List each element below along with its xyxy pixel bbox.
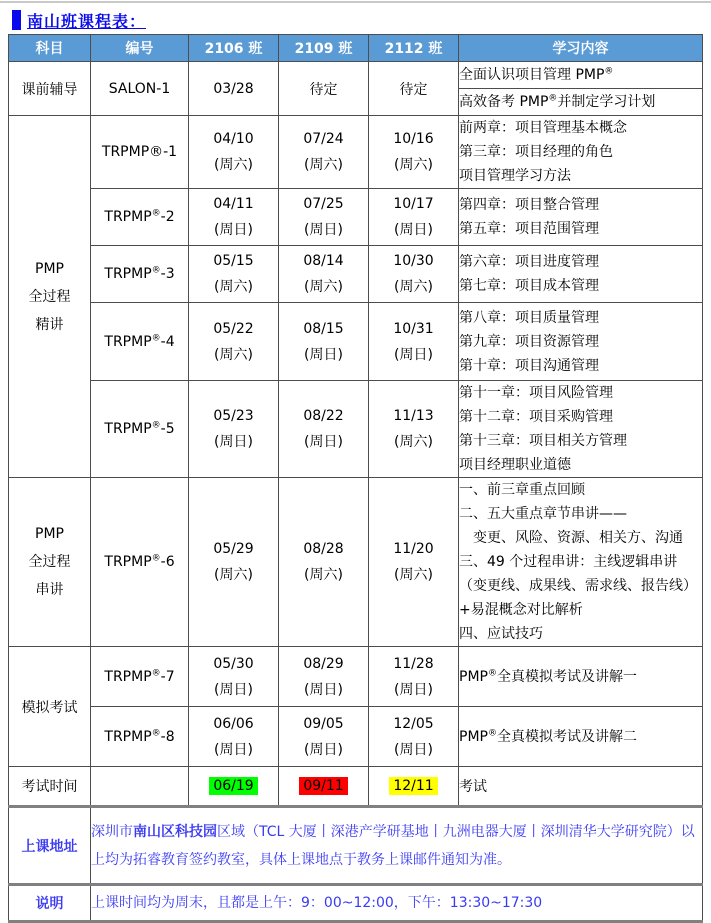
text-line: 07/25 — [303, 196, 344, 212]
date-cell — [369, 707, 459, 767]
date-cell — [189, 189, 279, 246]
date-cell: 待定 — [369, 62, 459, 116]
date-cell — [279, 116, 369, 189]
date-cell — [189, 246, 279, 303]
column-header: 2106 班 — [189, 35, 279, 62]
table-row — [9, 303, 703, 381]
text-line: 04/11 — [213, 196, 254, 212]
page-title-text: 南山班课程表： — [27, 11, 147, 31]
text-line: (周日) — [304, 434, 343, 450]
text-line: 第十三章：项目相关方管理 — [459, 433, 627, 449]
subject-cell: 课前辅导 — [9, 62, 91, 116]
registered-trademark-sup: ® — [151, 208, 161, 219]
text-line: (周六) — [394, 279, 433, 295]
text-line: (周日) — [214, 741, 253, 758]
content-cell — [459, 478, 703, 647]
footer-content-cell — [91, 807, 703, 885]
registered-trademark-sup: ® — [151, 727, 161, 738]
code-cell: TRPMP®-7 — [91, 647, 189, 707]
text-line: 07/24 — [303, 131, 344, 147]
exam-date-cell — [279, 767, 369, 807]
code-cell: TRPMP®-6 — [91, 478, 189, 647]
text-line: (周日) — [304, 346, 343, 363]
subject-cell — [9, 116, 91, 478]
footer-text-segment: 深圳市 — [91, 823, 133, 840]
footer-content-cell — [91, 885, 703, 922]
text-line: (周日) — [214, 434, 253, 450]
text-line: 05/23 — [213, 408, 254, 424]
page-top-rule — [0, 1, 711, 3]
date-cell: 03/28 — [189, 62, 279, 116]
subject-cell — [9, 478, 91, 647]
code-cell: TRPMP®-8 — [91, 707, 189, 767]
column-header: 编号 — [91, 35, 189, 62]
text-line: (周六) — [394, 434, 433, 450]
exam-date-highlight: 06/19 — [209, 777, 257, 795]
registered-trademark-sup: ® — [151, 667, 161, 678]
text-line: 全过程 — [28, 288, 71, 305]
date-cell — [369, 478, 459, 647]
date-cell — [369, 303, 459, 381]
text-line: 10/30 — [393, 253, 434, 269]
text-line: 变更、风险、资源、相关方、沟通 — [473, 530, 683, 546]
text-line: (周六) — [394, 157, 433, 173]
table-row — [9, 116, 703, 189]
text-line: PMP — [35, 260, 64, 277]
text-line: (周六) — [304, 157, 343, 173]
text-line: (周六) — [304, 279, 343, 295]
content-cell: 考试 — [459, 767, 703, 807]
code-cell: TRPMP®-2 — [91, 189, 189, 246]
exam-date-cell — [189, 767, 279, 807]
text-line: (周日) — [214, 222, 253, 238]
date-cell — [279, 647, 369, 707]
text-line: 全过程 — [28, 554, 71, 570]
text-line: 08/14 — [303, 253, 344, 269]
code-cell — [91, 767, 189, 807]
date-cell — [369, 189, 459, 246]
footer-text-bold-segment: 南山区科技园 — [133, 823, 217, 840]
exam-date-highlight: 12/11 — [389, 777, 437, 795]
text-line: 10/16 — [393, 131, 434, 147]
registered-trademark-sup: ® — [487, 727, 497, 738]
registered-trademark-sup: ® — [151, 332, 161, 343]
text-line: 11/28 — [393, 655, 434, 672]
content-cell — [459, 89, 703, 116]
text-line: 前两章：项目管理基本概念 — [459, 120, 627, 136]
table-row — [9, 478, 703, 647]
text-line: 10/31 — [393, 320, 434, 337]
footer-text-segment: 区域（TCL 大厦丨深港产学研基地丨九洲电器大厦丨深圳清华大学研究院）以上均为拓睿教育签约教室，具体上课地点于教务上课邮件通知为准。 — [91, 823, 695, 868]
text-line: 11/13 — [393, 408, 434, 424]
text-line: 第十章：项目沟通管理 — [459, 357, 599, 374]
date-cell — [189, 707, 279, 767]
footer-label-cell: 上课地址 — [9, 807, 91, 885]
text-line: 项目管理学习方法 — [459, 168, 571, 184]
table-row — [9, 807, 703, 885]
code-cell: TRPMP®-3 — [91, 246, 189, 303]
text-line: 11/20 — [393, 541, 434, 557]
code-cell: TRPMP®-1 — [91, 116, 189, 189]
registered-trademark-sup: ® — [604, 66, 614, 77]
text-line: 第八章：项目质量管理 — [459, 309, 599, 326]
content-cell — [459, 62, 703, 89]
column-header: 学习内容 — [459, 35, 703, 62]
text-line: 05/15 — [213, 253, 254, 269]
text-line: 08/29 — [303, 655, 344, 672]
text-line: 第十二章：项目采购管理 — [459, 409, 613, 425]
text-line: (周六) — [214, 157, 253, 173]
code-cell: SALON-1 — [91, 62, 189, 116]
text-line: (周日) — [214, 681, 253, 698]
page-title — [12, 9, 711, 31]
footer-text-segment: 上课时间均为周末，且都是上午：9：00~12:00，下午：13:30~17:30 — [91, 895, 543, 911]
text-line: 第六章：项目进度管理 — [459, 254, 599, 270]
table-row — [9, 647, 703, 707]
text-line: 第三章：项目经理的角色 — [459, 144, 613, 160]
text-line: (周日) — [394, 741, 433, 758]
text-line: 第九章：项目资源管理 — [459, 333, 599, 350]
text-line: 三、49 个过程串讲：主线逻辑串讲（变更线、成果线、需求线、报告线）+易混概念对比解析 — [459, 554, 697, 618]
content-cell — [459, 647, 703, 707]
code-cell: TRPMP®-4 — [91, 303, 189, 381]
column-header: 科目 — [9, 35, 91, 62]
date-cell — [279, 246, 369, 303]
table-row — [9, 62, 703, 89]
exam-date-highlight: 09/11 — [299, 777, 347, 795]
text-line: 06/06 — [213, 715, 254, 732]
text-line: 09/05 — [303, 715, 344, 732]
registered-trademark-sup: ® — [151, 553, 161, 564]
text-line: 04/10 — [213, 131, 254, 147]
date-cell — [279, 707, 369, 767]
text-line: (周日) — [304, 222, 343, 238]
text-line: 全面认识项目管理 PMP® — [459, 66, 614, 83]
text-line: 08/28 — [303, 541, 344, 557]
content-cell — [459, 246, 703, 303]
text-line: 08/22 — [303, 408, 344, 424]
date-cell — [369, 647, 459, 707]
text-line: 第四章：项目整合管理 — [459, 197, 599, 213]
text-line: 第七章：项目成本管理 — [459, 278, 599, 294]
text-line: (周日) — [304, 741, 343, 758]
text-line: (周日) — [304, 681, 343, 698]
registered-trademark-sup: ® — [548, 93, 558, 104]
content-cell — [459, 303, 703, 381]
course-schedule-table — [8, 34, 703, 923]
text-line: 第五章：项目范围管理 — [459, 221, 599, 237]
date-cell — [189, 381, 279, 478]
title-accent-bar — [12, 10, 21, 30]
date-cell — [279, 381, 369, 478]
text-line: 一、前三章重点回顾 — [459, 482, 585, 498]
footer-label-cell: 说明 — [9, 885, 91, 922]
text-line: (周日) — [394, 346, 433, 363]
content-cell — [459, 381, 703, 478]
table-row — [9, 885, 703, 922]
date-cell — [369, 246, 459, 303]
exam-date-cell — [369, 767, 459, 807]
code-cell: TRPMP®-5 — [91, 381, 189, 478]
date-cell: 待定 — [279, 62, 369, 116]
registered-trademark-sup: ® — [151, 265, 161, 276]
text-line: 05/22 — [213, 320, 254, 337]
text-line: 05/30 — [213, 655, 254, 672]
date-cell — [189, 303, 279, 381]
text-line: (周六) — [394, 567, 433, 583]
page — [0, 1, 711, 923]
header-row — [9, 35, 703, 62]
column-header: 2109 班 — [279, 35, 369, 62]
text-line: 项目经理职业道德 — [459, 457, 571, 473]
text-line: 精讲 — [35, 316, 64, 333]
text-line: 05/29 — [213, 541, 254, 557]
date-cell — [189, 116, 279, 189]
table-row — [9, 707, 703, 767]
date-cell — [279, 189, 369, 246]
text-line: 08/15 — [303, 320, 344, 337]
content-cell — [459, 116, 703, 189]
text-line: 10/17 — [393, 196, 434, 212]
table-row — [9, 189, 703, 246]
text-line: (周六) — [214, 279, 253, 295]
text-line: (周六) — [214, 567, 253, 583]
text-line: 二、五大重点章节串讲—— — [459, 506, 627, 522]
date-cell — [189, 647, 279, 707]
text-line: 串讲 — [35, 582, 64, 598]
date-cell — [279, 478, 369, 647]
date-cell — [189, 478, 279, 647]
text-line: (周日) — [394, 681, 433, 698]
registered-trademark-sup: ® — [487, 667, 497, 678]
text-line: PMP — [35, 526, 64, 542]
text-line: (周日) — [394, 222, 433, 238]
subject-cell: 模拟考试 — [9, 647, 91, 767]
date-cell — [279, 303, 369, 381]
text-line: 第十一章：项目风险管理 — [459, 385, 613, 401]
text-line: PMP®全真模拟考试及讲解二 — [459, 727, 637, 745]
text-line: 高效备考 PMP®并制定学习计划 — [459, 93, 656, 110]
column-header: 2112 班 — [369, 35, 459, 62]
table-row — [9, 381, 703, 478]
content-cell — [459, 189, 703, 246]
table-row — [9, 767, 703, 807]
registered-trademark-sup: ® — [151, 420, 161, 431]
text-line: PMP®全真模拟考试及讲解一 — [459, 667, 637, 685]
content-cell — [459, 707, 703, 767]
text-line: (周六) — [304, 567, 343, 583]
text-line: 12/05 — [393, 715, 434, 732]
date-cell — [369, 381, 459, 478]
subject-cell: 考试时间 — [9, 767, 91, 807]
table-row — [9, 246, 703, 303]
date-cell — [369, 116, 459, 189]
text-line: 四、应试技巧 — [459, 626, 543, 642]
text-line: (周六) — [214, 346, 253, 363]
